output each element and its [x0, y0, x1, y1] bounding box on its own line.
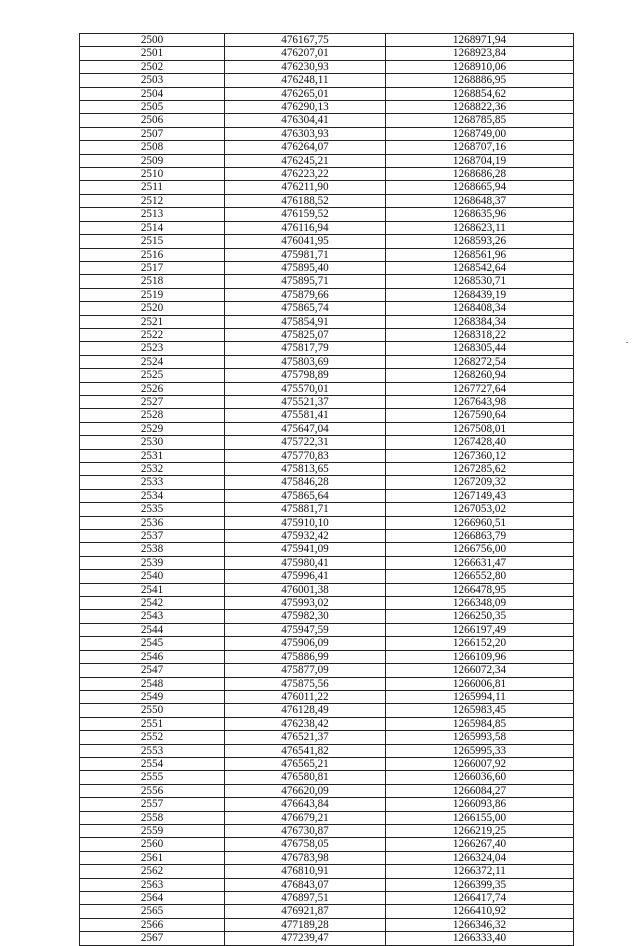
table-row	[80, 101, 574, 114]
x-coordinate-cell: 475993,02	[225, 597, 386, 610]
point-number-cell: 2567	[80, 932, 225, 945]
table-row	[80, 221, 574, 234]
y-coordinate-cell: 1265994,11	[386, 690, 574, 703]
point-number-cell: 2551	[80, 717, 225, 730]
point-number-cell: 2536	[80, 516, 225, 529]
point-number-cell: 2555	[80, 771, 225, 784]
y-coordinate-cell: 1266250,35	[386, 610, 574, 623]
point-number-cell: 2538	[80, 543, 225, 556]
x-coordinate-cell: 475521,37	[225, 395, 386, 408]
x-coordinate-cell: 476304,41	[225, 114, 386, 127]
x-coordinate-cell: 476116,94	[225, 221, 386, 234]
y-coordinate-cell: 1266863,79	[386, 530, 574, 543]
x-coordinate-cell: 475981,71	[225, 248, 386, 261]
y-coordinate-cell: 1268686,28	[386, 168, 574, 181]
y-coordinate-cell: 1267508,01	[386, 422, 574, 435]
table-row	[80, 127, 574, 140]
y-coordinate-cell: 1266006,81	[386, 677, 574, 690]
point-number-cell: 2539	[80, 556, 225, 569]
point-number-cell: 2535	[80, 503, 225, 516]
x-coordinate-cell: 476783,98	[225, 851, 386, 864]
table-row	[80, 261, 574, 274]
table-row	[80, 878, 574, 891]
point-number-cell: 2543	[80, 610, 225, 623]
point-number-cell: 2500	[80, 34, 225, 47]
point-number-cell: 2560	[80, 838, 225, 851]
point-number-cell: 2516	[80, 248, 225, 261]
point-number-cell: 2512	[80, 194, 225, 207]
y-coordinate-cell: 1266756,00	[386, 543, 574, 556]
y-coordinate-cell: 1268542,64	[386, 261, 574, 274]
x-coordinate-cell: 476207,01	[225, 47, 386, 60]
y-coordinate-cell: 1266152,20	[386, 637, 574, 650]
y-coordinate-cell: 1268886,95	[386, 74, 574, 87]
x-coordinate-cell: 476011,22	[225, 690, 386, 703]
y-coordinate-cell: 1268530,71	[386, 275, 574, 288]
table-row	[80, 731, 574, 744]
y-coordinate-cell: 1265983,45	[386, 704, 574, 717]
table-row	[80, 530, 574, 543]
table-row	[80, 503, 574, 516]
table-row	[80, 422, 574, 435]
table-row	[80, 597, 574, 610]
table-row	[80, 637, 574, 650]
point-number-cell: 2530	[80, 436, 225, 449]
table-row	[80, 838, 574, 851]
point-number-cell: 2550	[80, 704, 225, 717]
x-coordinate-cell: 475980,41	[225, 556, 386, 569]
x-coordinate-cell: 475570,01	[225, 382, 386, 395]
y-coordinate-cell: 1268648,37	[386, 194, 574, 207]
point-number-cell: 2527	[80, 395, 225, 408]
x-coordinate-cell: 477189,28	[225, 918, 386, 931]
table-row	[80, 543, 574, 556]
x-coordinate-cell: 475722,31	[225, 436, 386, 449]
point-number-cell: 2549	[80, 690, 225, 703]
point-number-cell: 2541	[80, 583, 225, 596]
point-number-cell: 2548	[80, 677, 225, 690]
y-coordinate-cell: 1266324,04	[386, 851, 574, 864]
table-row	[80, 141, 574, 154]
point-number-cell: 2522	[80, 328, 225, 341]
point-number-cell: 2544	[80, 623, 225, 636]
table-row	[80, 181, 574, 194]
point-number-cell: 2542	[80, 597, 225, 610]
x-coordinate-cell: 476128,49	[225, 704, 386, 717]
y-coordinate-cell: 1266219,25	[386, 824, 574, 837]
x-coordinate-cell: 475798,89	[225, 369, 386, 382]
x-coordinate-cell: 476167,75	[225, 34, 386, 47]
x-coordinate-cell: 476541,82	[225, 744, 386, 757]
x-coordinate-cell: 476264,07	[225, 141, 386, 154]
x-coordinate-cell: 475895,40	[225, 261, 386, 274]
table-row	[80, 784, 574, 797]
point-number-cell: 2523	[80, 342, 225, 355]
y-coordinate-cell: 1267643,98	[386, 395, 574, 408]
y-coordinate-cell: 1268408,34	[386, 302, 574, 315]
y-coordinate-cell: 1268635,96	[386, 208, 574, 221]
table-row	[80, 436, 574, 449]
y-coordinate-cell: 1267209,32	[386, 476, 574, 489]
x-coordinate-cell: 476211,90	[225, 181, 386, 194]
x-coordinate-cell: 476810,91	[225, 865, 386, 878]
table-row	[80, 449, 574, 462]
y-coordinate-cell: 1268305,44	[386, 342, 574, 355]
x-coordinate-cell: 475996,41	[225, 570, 386, 583]
x-coordinate-cell: 475886,99	[225, 650, 386, 663]
point-number-cell: 2564	[80, 892, 225, 905]
x-coordinate-cell: 476041,95	[225, 235, 386, 248]
point-number-cell: 2563	[80, 878, 225, 891]
y-coordinate-cell: 1268707,16	[386, 141, 574, 154]
y-coordinate-cell: 1266036,60	[386, 771, 574, 784]
table-row	[80, 302, 574, 315]
table-row	[80, 811, 574, 824]
x-coordinate-cell: 476159,52	[225, 208, 386, 221]
point-number-cell: 2507	[80, 127, 225, 140]
point-number-cell: 2545	[80, 637, 225, 650]
point-number-cell: 2553	[80, 744, 225, 757]
point-number-cell: 2503	[80, 74, 225, 87]
y-coordinate-cell: 1266410,92	[386, 905, 574, 918]
point-number-cell: 2554	[80, 757, 225, 770]
y-coordinate-cell: 1268260,94	[386, 369, 574, 382]
point-number-cell: 2513	[80, 208, 225, 221]
table-row	[80, 892, 574, 905]
y-coordinate-cell: 1266372,11	[386, 865, 574, 878]
y-coordinate-cell: 1267285,62	[386, 463, 574, 476]
x-coordinate-cell: 476001,38	[225, 583, 386, 596]
table-row	[80, 610, 574, 623]
y-coordinate-cell: 1265993,58	[386, 731, 574, 744]
x-coordinate-cell: 476265,01	[225, 87, 386, 100]
x-coordinate-cell: 476238,42	[225, 717, 386, 730]
table-row	[80, 690, 574, 703]
y-coordinate-cell: 1268593,26	[386, 235, 574, 248]
table-row	[80, 208, 574, 221]
y-coordinate-cell: 1268704,19	[386, 154, 574, 167]
y-coordinate-cell: 1266093,86	[386, 798, 574, 811]
y-coordinate-cell: 1266417,74	[386, 892, 574, 905]
x-coordinate-cell: 475910,10	[225, 516, 386, 529]
x-coordinate-cell: 475647,04	[225, 422, 386, 435]
point-number-cell: 2514	[80, 221, 225, 234]
table-row	[80, 395, 574, 408]
x-coordinate-cell: 475770,83	[225, 449, 386, 462]
x-coordinate-cell: 476521,37	[225, 731, 386, 744]
table-row	[80, 288, 574, 301]
y-coordinate-cell: 1268561,96	[386, 248, 574, 261]
table-row	[80, 677, 574, 690]
table-row	[80, 932, 574, 945]
point-number-cell: 2502	[80, 60, 225, 73]
y-coordinate-cell: 1268272,54	[386, 355, 574, 368]
y-coordinate-cell: 1266267,40	[386, 838, 574, 851]
y-coordinate-cell: 1268785,85	[386, 114, 574, 127]
x-coordinate-cell: 475875,56	[225, 677, 386, 690]
y-coordinate-cell: 1266348,09	[386, 597, 574, 610]
table-row	[80, 623, 574, 636]
table-row	[80, 570, 574, 583]
table-row	[80, 757, 574, 770]
point-number-cell: 2547	[80, 664, 225, 677]
x-coordinate-cell: 476921,87	[225, 905, 386, 918]
table-row	[80, 476, 574, 489]
table-row	[80, 918, 574, 931]
point-number-cell: 2561	[80, 851, 225, 864]
table-row	[80, 168, 574, 181]
x-coordinate-cell: 475865,74	[225, 302, 386, 315]
x-coordinate-cell: 476188,52	[225, 194, 386, 207]
point-number-cell: 2528	[80, 409, 225, 422]
x-coordinate-cell: 475846,28	[225, 476, 386, 489]
table-row	[80, 851, 574, 864]
x-coordinate-cell: 475982,30	[225, 610, 386, 623]
y-coordinate-cell: 1267428,40	[386, 436, 574, 449]
y-coordinate-cell: 1268665,94	[386, 181, 574, 194]
y-coordinate-cell: 1267727,64	[386, 382, 574, 395]
point-number-cell: 2559	[80, 824, 225, 837]
point-number-cell: 2534	[80, 489, 225, 502]
point-number-cell: 2537	[80, 530, 225, 543]
x-coordinate-cell: 476730,87	[225, 824, 386, 837]
point-number-cell: 2517	[80, 261, 225, 274]
y-coordinate-cell: 1266109,96	[386, 650, 574, 663]
table-row	[80, 248, 574, 261]
point-number-cell: 2556	[80, 784, 225, 797]
x-coordinate-cell: 475895,71	[225, 275, 386, 288]
point-number-cell: 2515	[80, 235, 225, 248]
point-number-cell: 2562	[80, 865, 225, 878]
x-coordinate-cell: 476290,13	[225, 101, 386, 114]
table-row	[80, 342, 574, 355]
y-coordinate-cell: 1265995,33	[386, 744, 574, 757]
y-coordinate-cell: 1267360,12	[386, 449, 574, 462]
x-coordinate-cell: 475941,09	[225, 543, 386, 556]
y-coordinate-cell: 1266552,80	[386, 570, 574, 583]
y-coordinate-cell: 1266960,51	[386, 516, 574, 529]
point-number-cell: 2518	[80, 275, 225, 288]
table-row	[80, 650, 574, 663]
table-row	[80, 275, 574, 288]
y-coordinate-cell: 1266346,32	[386, 918, 574, 931]
y-coordinate-cell: 1267590,64	[386, 409, 574, 422]
x-coordinate-cell: 476843,07	[225, 878, 386, 891]
x-coordinate-cell: 475877,09	[225, 664, 386, 677]
x-coordinate-cell: 475865,64	[225, 489, 386, 502]
table-row	[80, 87, 574, 100]
table-row	[80, 516, 574, 529]
table-row	[80, 114, 574, 127]
x-coordinate-cell: 477239,47	[225, 932, 386, 945]
table-row	[80, 194, 574, 207]
point-number-cell: 2533	[80, 476, 225, 489]
y-coordinate-cell: 1268971,94	[386, 34, 574, 47]
y-coordinate-cell: 1266155,00	[386, 811, 574, 824]
table-row	[80, 704, 574, 717]
x-coordinate-cell: 475581,41	[225, 409, 386, 422]
point-number-cell: 2557	[80, 798, 225, 811]
table-row	[80, 328, 574, 341]
point-number-cell: 2525	[80, 369, 225, 382]
table-row	[80, 409, 574, 422]
point-number-cell: 2510	[80, 168, 225, 181]
point-number-cell: 2519	[80, 288, 225, 301]
x-coordinate-cell: 475879,66	[225, 288, 386, 301]
table-row	[80, 235, 574, 248]
x-coordinate-cell: 475881,71	[225, 503, 386, 516]
x-coordinate-cell: 476245,21	[225, 154, 386, 167]
point-number-cell: 2546	[80, 650, 225, 663]
x-coordinate-cell: 475803,69	[225, 355, 386, 368]
point-number-cell: 2521	[80, 315, 225, 328]
table-row	[80, 34, 574, 47]
point-number-cell: 2558	[80, 811, 225, 824]
y-coordinate-cell: 1268923,84	[386, 47, 574, 60]
x-coordinate-cell: 475947,59	[225, 623, 386, 636]
table-row	[80, 771, 574, 784]
x-coordinate-cell: 476643,84	[225, 798, 386, 811]
table-row	[80, 744, 574, 757]
point-number-cell: 2511	[80, 181, 225, 194]
y-coordinate-cell: 1268854,62	[386, 87, 574, 100]
point-number-cell: 2552	[80, 731, 225, 744]
y-coordinate-cell: 1268910,06	[386, 60, 574, 73]
y-coordinate-cell: 1266333,40	[386, 932, 574, 945]
point-number-cell: 2540	[80, 570, 225, 583]
table-row	[80, 664, 574, 677]
table-row	[80, 556, 574, 569]
table-row	[80, 74, 574, 87]
point-number-cell: 2531	[80, 449, 225, 462]
x-coordinate-cell: 476580,81	[225, 771, 386, 784]
y-coordinate-cell: 1268623,11	[386, 221, 574, 234]
point-number-cell: 2508	[80, 141, 225, 154]
point-number-cell: 2501	[80, 47, 225, 60]
y-coordinate-cell: 1267149,43	[386, 489, 574, 502]
x-coordinate-cell: 476223,22	[225, 168, 386, 181]
scan-speck	[626, 342, 628, 343]
x-coordinate-cell: 475932,42	[225, 530, 386, 543]
table-row	[80, 47, 574, 60]
table-row	[80, 382, 574, 395]
y-coordinate-cell: 1268318,22	[386, 328, 574, 341]
coordinates-table	[79, 33, 574, 946]
point-number-cell: 2504	[80, 87, 225, 100]
point-number-cell: 2532	[80, 463, 225, 476]
y-coordinate-cell: 1268822,36	[386, 101, 574, 114]
point-number-cell: 2529	[80, 422, 225, 435]
y-coordinate-cell: 1267053,02	[386, 503, 574, 516]
table-row	[80, 154, 574, 167]
x-coordinate-cell: 476897,51	[225, 892, 386, 905]
table-row	[80, 60, 574, 73]
table-row	[80, 463, 574, 476]
table-row	[80, 355, 574, 368]
y-coordinate-cell: 1266072,34	[386, 664, 574, 677]
table-row	[80, 824, 574, 837]
table-row	[80, 717, 574, 730]
table-row	[80, 369, 574, 382]
y-coordinate-cell: 1268384,34	[386, 315, 574, 328]
x-coordinate-cell: 476248,11	[225, 74, 386, 87]
x-coordinate-cell: 475813,65	[225, 463, 386, 476]
table-row	[80, 865, 574, 878]
y-coordinate-cell: 1266399,35	[386, 878, 574, 891]
y-coordinate-cell: 1266007,92	[386, 757, 574, 770]
point-number-cell: 2565	[80, 905, 225, 918]
point-number-cell: 2520	[80, 302, 225, 315]
x-coordinate-cell: 475854,91	[225, 315, 386, 328]
x-coordinate-cell: 475906,09	[225, 637, 386, 650]
point-number-cell: 2506	[80, 114, 225, 127]
point-number-cell: 2524	[80, 355, 225, 368]
y-coordinate-cell: 1266084,27	[386, 784, 574, 797]
table-row	[80, 583, 574, 596]
point-number-cell: 2505	[80, 101, 225, 114]
x-coordinate-cell: 476230,93	[225, 60, 386, 73]
x-coordinate-cell: 476758,05	[225, 838, 386, 851]
y-coordinate-cell: 1266478,95	[386, 583, 574, 596]
y-coordinate-cell: 1266197,49	[386, 623, 574, 636]
x-coordinate-cell: 475817,79	[225, 342, 386, 355]
y-coordinate-cell: 1265984,85	[386, 717, 574, 730]
x-coordinate-cell: 476565,21	[225, 757, 386, 770]
x-coordinate-cell: 476679,21	[225, 811, 386, 824]
x-coordinate-cell: 476303,93	[225, 127, 386, 140]
table-row	[80, 489, 574, 502]
y-coordinate-cell: 1266631,47	[386, 556, 574, 569]
x-coordinate-cell: 476620,09	[225, 784, 386, 797]
point-number-cell: 2526	[80, 382, 225, 395]
y-coordinate-cell: 1268749,00	[386, 127, 574, 140]
x-coordinate-cell: 475825,07	[225, 328, 386, 341]
table-row	[80, 905, 574, 918]
coordinates-table-body	[80, 34, 574, 946]
point-number-cell: 2566	[80, 918, 225, 931]
point-number-cell: 2509	[80, 154, 225, 167]
table-row	[80, 315, 574, 328]
y-coordinate-cell: 1268439,19	[386, 288, 574, 301]
table-row	[80, 798, 574, 811]
